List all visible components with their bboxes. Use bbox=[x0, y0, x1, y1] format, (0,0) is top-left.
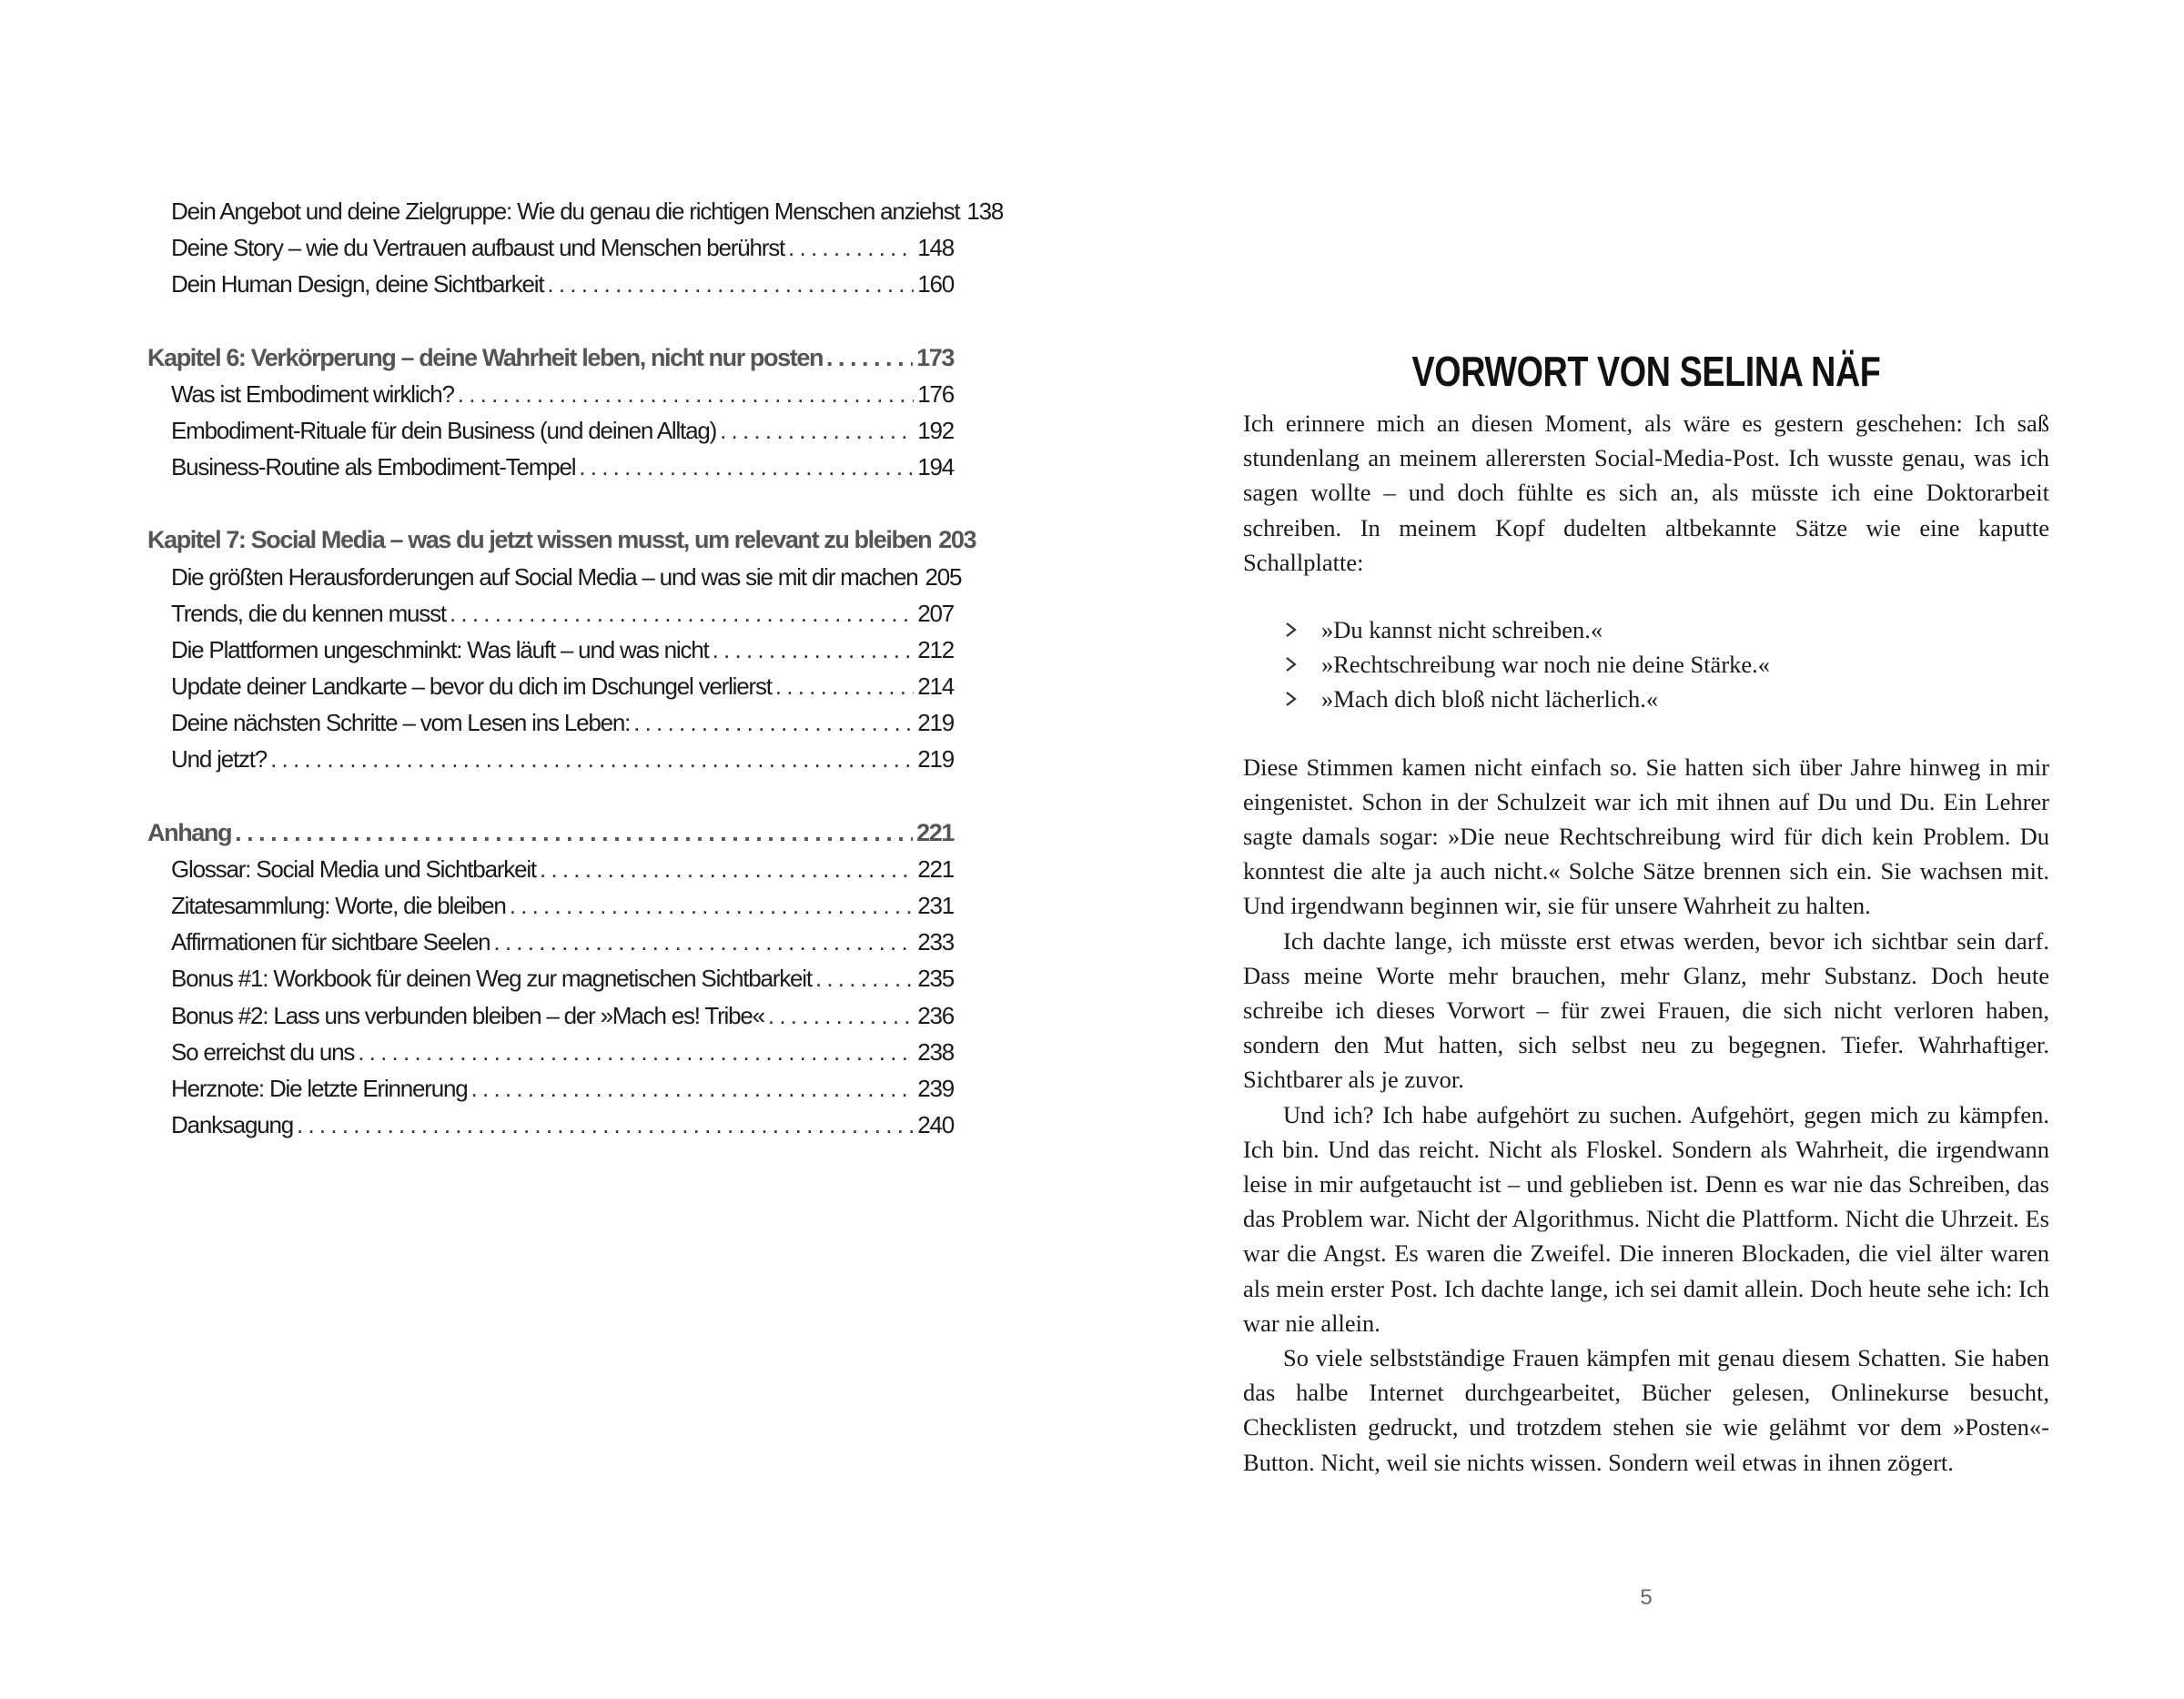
toc-leader-dots bbox=[458, 376, 914, 412]
foreword-paragraph: Diese Stimmen kamen nicht einfach so. Sie hatten sich über Jahre hinweg in mir eingenistet. Schon in der Schulzeit war ich mit ihnen auf Du und Du. Ein Lehrer sagte damals sogar: »Die neue Rechtschreibung wird für dich kein Problem. Du konntest die alte ja auch nicht.« Solche Sätze brennen sich ein. Sie wachsen mit. Und irgendwann beginnen wir, sie für unsere Wahrheit zu halten. bbox=[1243, 753, 2049, 920]
toc-chapter-heading[interactable] bbox=[147, 521, 976, 558]
toc-leader-dots bbox=[579, 449, 914, 485]
toc-entry-title: Deine nächsten Schritte – vom Lesen ins Leben: bbox=[171, 709, 631, 737]
toc-leader-dots bbox=[510, 887, 915, 924]
toc-entry[interactable] bbox=[147, 449, 954, 485]
toc-entry-page: 219 bbox=[917, 709, 954, 737]
toc-entry-title: Update deiner Landkarte – bevor du dich im Dschungel verlierst bbox=[171, 673, 772, 701]
toc-entry-title: Embodiment-Rituale für dein Business (und deinen Alltag) bbox=[171, 416, 717, 444]
quote-text: »Mach dich bloß nicht lächerlich.« bbox=[1321, 685, 1659, 713]
toc-chapter-title: Kapitel 7: Social Media – was du jetzt wissen musst, um relevant zu bleiben bbox=[147, 526, 932, 554]
foreword-paragraph: Und ich? Ich habe aufgehört zu suchen. Aufgehört, gegen mich zu kämpfen. Ich bin. Und das reicht. Nicht als Floskel. Sondern als Wahrheit, die irgendwann leise in mir aufgetaucht ist – und geblieben ist. Denn es war nie das Schreiben, das das Problem war. Nicht der Algorithmus. Nicht die Plattform. Nicht die Uhrzeit. Es war die Angst. Es waren die Zweifel. Die inneren Blockaden, die viel älter waren als mein erster Post. Ich dachte lange, ich sei damit allein. Doch heute sehe ich: Ich war nie allein. bbox=[1243, 1100, 2049, 1337]
toc-entry-page: 239 bbox=[917, 1074, 954, 1102]
toc-entry-page: 194 bbox=[917, 453, 954, 481]
toc-entry[interactable] bbox=[147, 997, 954, 1034]
toc-entry-title: Dein Angebot und deine Zielgruppe: Wie du genau die richtigen Menschen anziehst bbox=[171, 197, 960, 225]
toc-entry-page: 221 bbox=[917, 855, 954, 883]
toc-entry-title: Die Plattformen ungeschminkt: Was läuft – und was nicht bbox=[171, 635, 709, 663]
toc-entry-page: 160 bbox=[917, 270, 954, 298]
toc-entry[interactable] bbox=[147, 924, 954, 960]
toc-entry-title: Die größten Herausforderungen auf Social Media – und was sie mit dir machen bbox=[171, 562, 918, 591]
quote-list bbox=[1243, 612, 2049, 717]
quote-list-item bbox=[1283, 612, 2049, 647]
toc-entry-title: Deine Story – wie du Vertrauen aufbaust und Menschen berührst bbox=[171, 234, 785, 262]
toc-entry-title: Und jetzt? bbox=[171, 745, 268, 774]
toc-entry-title: Zitatesammlung: Worte, die bleiben bbox=[171, 892, 506, 919]
toc-entry-page: 138 bbox=[966, 197, 1004, 225]
toc-entry[interactable] bbox=[147, 960, 954, 996]
toc-entry-title: Affirmationen für sichtbare Seelen bbox=[171, 928, 490, 956]
toc-leader-dots bbox=[713, 632, 915, 668]
foreword-paragraph: Ich dachte lange, ich müsste erst etwas werden, bevor ich sichtbar sein darf. Dass meine Worte mehr brauchen, mehr Glanz, mehr Substanz. Doch heute schreibe ich dieses Vorwort – für zwei Frauen, die sich nicht verloren haben, sondern den Mut hatten, sich selbst neu zu begegnen. Tiefer. Wahrhaftiger. Sichtbarer als je zuvor. bbox=[1243, 926, 2049, 1094]
toc-entry-page: 192 bbox=[917, 416, 954, 444]
toc-leader-dots bbox=[270, 741, 914, 777]
toc-section bbox=[147, 193, 1004, 303]
toc-chapter-page: 203 bbox=[938, 526, 976, 554]
toc-entry-title: Was ist Embodiment wirklich? bbox=[171, 379, 454, 408]
toc-entry-page: 235 bbox=[917, 965, 954, 993]
toc-entry-title: Bonus #1: Workbook für deinen Weg zur magnetischen Sichtbarkeit bbox=[171, 965, 812, 993]
toc-entry-page: 148 bbox=[917, 234, 954, 262]
toc-entry[interactable] bbox=[147, 1107, 954, 1143]
toc-entry-title: Herznote: Die letzte Erinnerung bbox=[171, 1074, 468, 1102]
toc-leader-dots bbox=[450, 595, 914, 632]
toc-leader-dots bbox=[235, 814, 913, 851]
toc-entry[interactable] bbox=[147, 1034, 954, 1070]
toc-entry-page: 238 bbox=[917, 1037, 954, 1066]
toc-entry-title: Danksagung bbox=[171, 1111, 293, 1139]
toc-entry-page: 233 bbox=[917, 928, 954, 956]
foreword-page bbox=[1243, 0, 2049, 1699]
toc-entry-page: 207 bbox=[917, 599, 954, 627]
toc-entry-page: 205 bbox=[925, 562, 962, 591]
toc-leader-dots bbox=[815, 960, 914, 996]
toc-entry[interactable] bbox=[147, 559, 962, 595]
toc-leader-dots bbox=[471, 1070, 915, 1107]
quote-text: »Du kannst nicht schreiben.« bbox=[1321, 616, 1603, 644]
toc-leader-dots bbox=[633, 704, 914, 741]
quote-list-item bbox=[1283, 647, 2049, 682]
toc-entry[interactable] bbox=[147, 741, 954, 777]
toc-chapter-title: Kapitel 6: Verkörperung – deine Wahrheit leben, nicht nur posten bbox=[147, 343, 824, 371]
toc-leader-dots bbox=[297, 1107, 914, 1143]
toc-entry[interactable] bbox=[147, 595, 954, 632]
table-of-contents bbox=[147, 193, 1004, 1179]
toc-section bbox=[147, 339, 954, 486]
foreword-intro-paragraph: Ich erinnere mich an diesen Moment, als wäre es gestern geschehen: Ich saß stundenlang an meinem allerersten Social-Media-Post. Ich wusste genau, was ich sagen wollte – und doch fühlte es sich an, als müsste ich eine Doktorarbeit schreiben. In meinem Kopf dudelten altbekannte Sätze wie eine kaputte Schallplatte: bbox=[1243, 410, 2049, 576]
foreword-paragraph: So viele selbstständige Frauen kämpfen mit genau diesem Schatten. Sie haben das halbe Internet durchgearbeitet, Bücher gelesen, Onlinekurse besucht, Checklisten gedruckt, und trotzdem stehen sie wie gelähmt vor dem »Posten«-Button. Nicht, weil sie nichts wissen. Sondern weil etwas in ihnen zögert. bbox=[1243, 1344, 2049, 1476]
toc-entry[interactable] bbox=[147, 412, 954, 449]
toc-entry[interactable] bbox=[147, 851, 954, 887]
quote-text: »Rechtschreibung war noch nie deine Stärke.« bbox=[1321, 651, 1771, 679]
toc-chapter-heading[interactable] bbox=[147, 339, 954, 376]
toc-leader-dots bbox=[775, 668, 914, 704]
chevron-right-icon bbox=[1283, 682, 1299, 716]
toc-entry-title: So erreichst du uns bbox=[171, 1037, 355, 1066]
toc-chapter-heading[interactable] bbox=[147, 814, 954, 851]
toc-entry-title: Business-Routine als Embodiment-Tempel bbox=[171, 453, 576, 481]
toc-entry-page: 240 bbox=[917, 1111, 954, 1139]
toc-entry[interactable] bbox=[147, 193, 1004, 229]
toc-leader-dots bbox=[788, 229, 914, 266]
toc-entry[interactable] bbox=[147, 668, 954, 704]
toc-leader-dots bbox=[826, 339, 913, 376]
toc-leader-dots bbox=[493, 924, 914, 960]
toc-entry-page: 219 bbox=[917, 745, 954, 774]
toc-entry[interactable] bbox=[147, 704, 954, 741]
toc-entry-page: 176 bbox=[917, 379, 954, 408]
toc-entry[interactable] bbox=[147, 229, 954, 266]
quote-list-item bbox=[1283, 682, 2049, 716]
toc-entry[interactable] bbox=[147, 266, 954, 302]
toc-chapter-page: 173 bbox=[916, 343, 954, 371]
toc-section bbox=[147, 521, 976, 777]
toc-chapter-title: Anhang bbox=[147, 818, 232, 846]
page-number: 5 bbox=[1640, 1585, 1653, 1610]
toc-entry-title: Trends, die du kennen musst bbox=[171, 599, 446, 627]
toc-entry-page: 214 bbox=[917, 673, 954, 701]
foreword-body bbox=[1243, 406, 2049, 1480]
toc-entry[interactable] bbox=[147, 376, 954, 412]
toc-entry-title: Dein Human Design, deine Sichtbarkeit bbox=[171, 270, 544, 298]
toc-entry-page: 212 bbox=[917, 635, 954, 663]
toc-entry[interactable] bbox=[147, 632, 954, 668]
toc-leader-dots bbox=[720, 412, 914, 449]
toc-chapter-page: 221 bbox=[916, 818, 954, 846]
toc-leader-dots bbox=[540, 851, 914, 887]
toc-entry-title: Bonus #2: Lass uns verbunden bleiben – der »Mach es! Tribe« bbox=[171, 1001, 764, 1029]
toc-leader-dots bbox=[358, 1034, 914, 1070]
toc-section bbox=[147, 814, 954, 1144]
chevron-right-icon bbox=[1283, 647, 1299, 682]
toc-entry[interactable] bbox=[147, 1070, 954, 1107]
toc-entry[interactable] bbox=[147, 887, 954, 924]
toc-entry-page: 236 bbox=[917, 1001, 954, 1029]
toc-leader-dots bbox=[768, 997, 914, 1034]
toc-leader-dots bbox=[547, 266, 914, 302]
chevron-right-icon bbox=[1283, 612, 1299, 647]
foreword-heading: VORWORT VON SELINA NÄF bbox=[1411, 347, 1881, 395]
toc-entry-page: 231 bbox=[917, 892, 954, 919]
toc-entry-title: Glossar: Social Media und Sichtbarkeit bbox=[171, 855, 536, 883]
